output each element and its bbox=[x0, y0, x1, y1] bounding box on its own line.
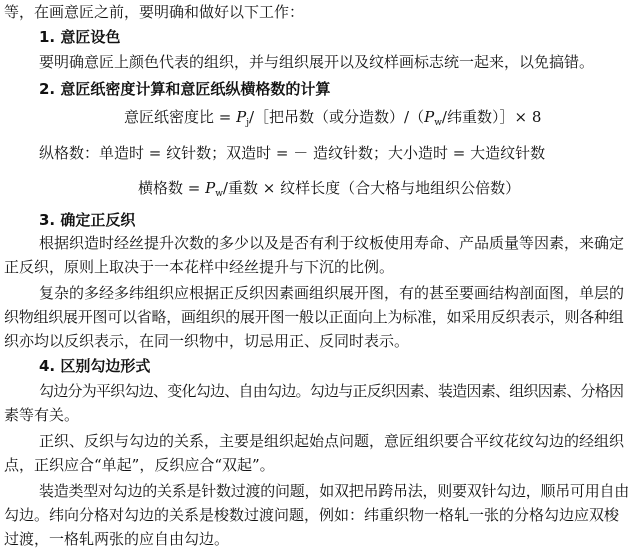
formula-density-ratio bbox=[124, 107, 541, 127]
section-3-para2-line1: 复杂的多经多纬组织应根据正反织因素画组织展开图，有的甚至要画结构剖面图，单层的 bbox=[39, 284, 625, 302]
section-4-para3-line1: 装造类型对勾边的关系是针数过渡的问题，如双把吊跨吊法，则要双针勾边，顺吊可用自由 bbox=[39, 482, 630, 500]
formula-var-pw: P bbox=[424, 108, 435, 126]
section-4-heading: 4. 区别勾边形式 bbox=[39, 357, 151, 375]
formula3-prefix: 横格数 = bbox=[138, 179, 206, 197]
formula-prefix: 意匠纸密度比 = bbox=[124, 108, 237, 126]
formula3-var-p: P bbox=[205, 179, 216, 197]
formula-horizontal-grid bbox=[138, 178, 520, 198]
section-4-para1-line2: 素等有关。 bbox=[4, 406, 80, 424]
formula-sub-w: w bbox=[434, 118, 442, 128]
formula-middle: /［把吊数（或分造数）/（ bbox=[249, 108, 425, 126]
section-1-heading: 1. 意匠设色 bbox=[39, 28, 121, 46]
section-4-para3-line2: 勾边。纬向分格对勾边的关系是梭数过渡问题，例如：纬重织物一格轧一张的分格勾边应双梭 bbox=[4, 506, 620, 524]
section-2-heading: 2. 意匠纸密度计算和意匠纸纵横格数的计算 bbox=[39, 80, 331, 98]
section-3-para1-line1: 根据织造时经丝提升次数的多少以及是否有利于纹板使用寿命、产品质量等因素，来确定 bbox=[39, 234, 625, 252]
section-4-para3-line3: 过渡，一格轧两张的应自由勾边。 bbox=[4, 530, 230, 548]
section-4-para2-line1: 正织、反织与勾边的关系，主要是组织起始点问题，意匠组织要合平纹花纹勾边的经组织 bbox=[39, 432, 625, 450]
section-3-heading: 3. 确定正反织 bbox=[39, 211, 136, 229]
section-3-para1-line2: 正反织，原则上取决于一本花样中经丝提升与下沉的比例。 bbox=[4, 258, 395, 276]
formula-var-p: P bbox=[236, 108, 247, 126]
section-1-paragraph: 要明确意匠上颜色代表的组织，并与组织展开以及纹样画标志统一起来，以免搞错。 bbox=[39, 53, 595, 71]
formula-suffix: /纬重数）］× 8 bbox=[441, 108, 542, 126]
section-4-para2-line2: 点，正织应合“单起”，反织应合“双起”。 bbox=[4, 456, 275, 474]
formula3-sub-w: w bbox=[215, 189, 223, 199]
intro-text: 等，在画意匠之前，要明确和做好以下工作： bbox=[4, 3, 305, 21]
section-3-para2-line3: 织亦均以反织表示，在同一织物中，切忌用正、反同时表示。 bbox=[4, 332, 410, 350]
section-3-para2-line2: 织物组织展开图可以省略，画组织的展开图一般以正面向上为标准，如采用反织表示，则各种组 bbox=[4, 308, 624, 326]
formula3-suffix: /重数 × 纹样长度（合大格与地组织公倍数） bbox=[222, 179, 521, 197]
formula-vertical-grid: 纵格数：单造时 = 纹针数；双造时 = － 造纹针数；大小造时 = 大造纹针数 bbox=[39, 144, 546, 162]
section-4-para1-line1: 勾边分为平织勾边、变化勾边、自由勾边。勾边与正反织因素、装造因素、组织因素、分格因 bbox=[39, 382, 624, 400]
formula-sub-j: j bbox=[246, 118, 249, 128]
